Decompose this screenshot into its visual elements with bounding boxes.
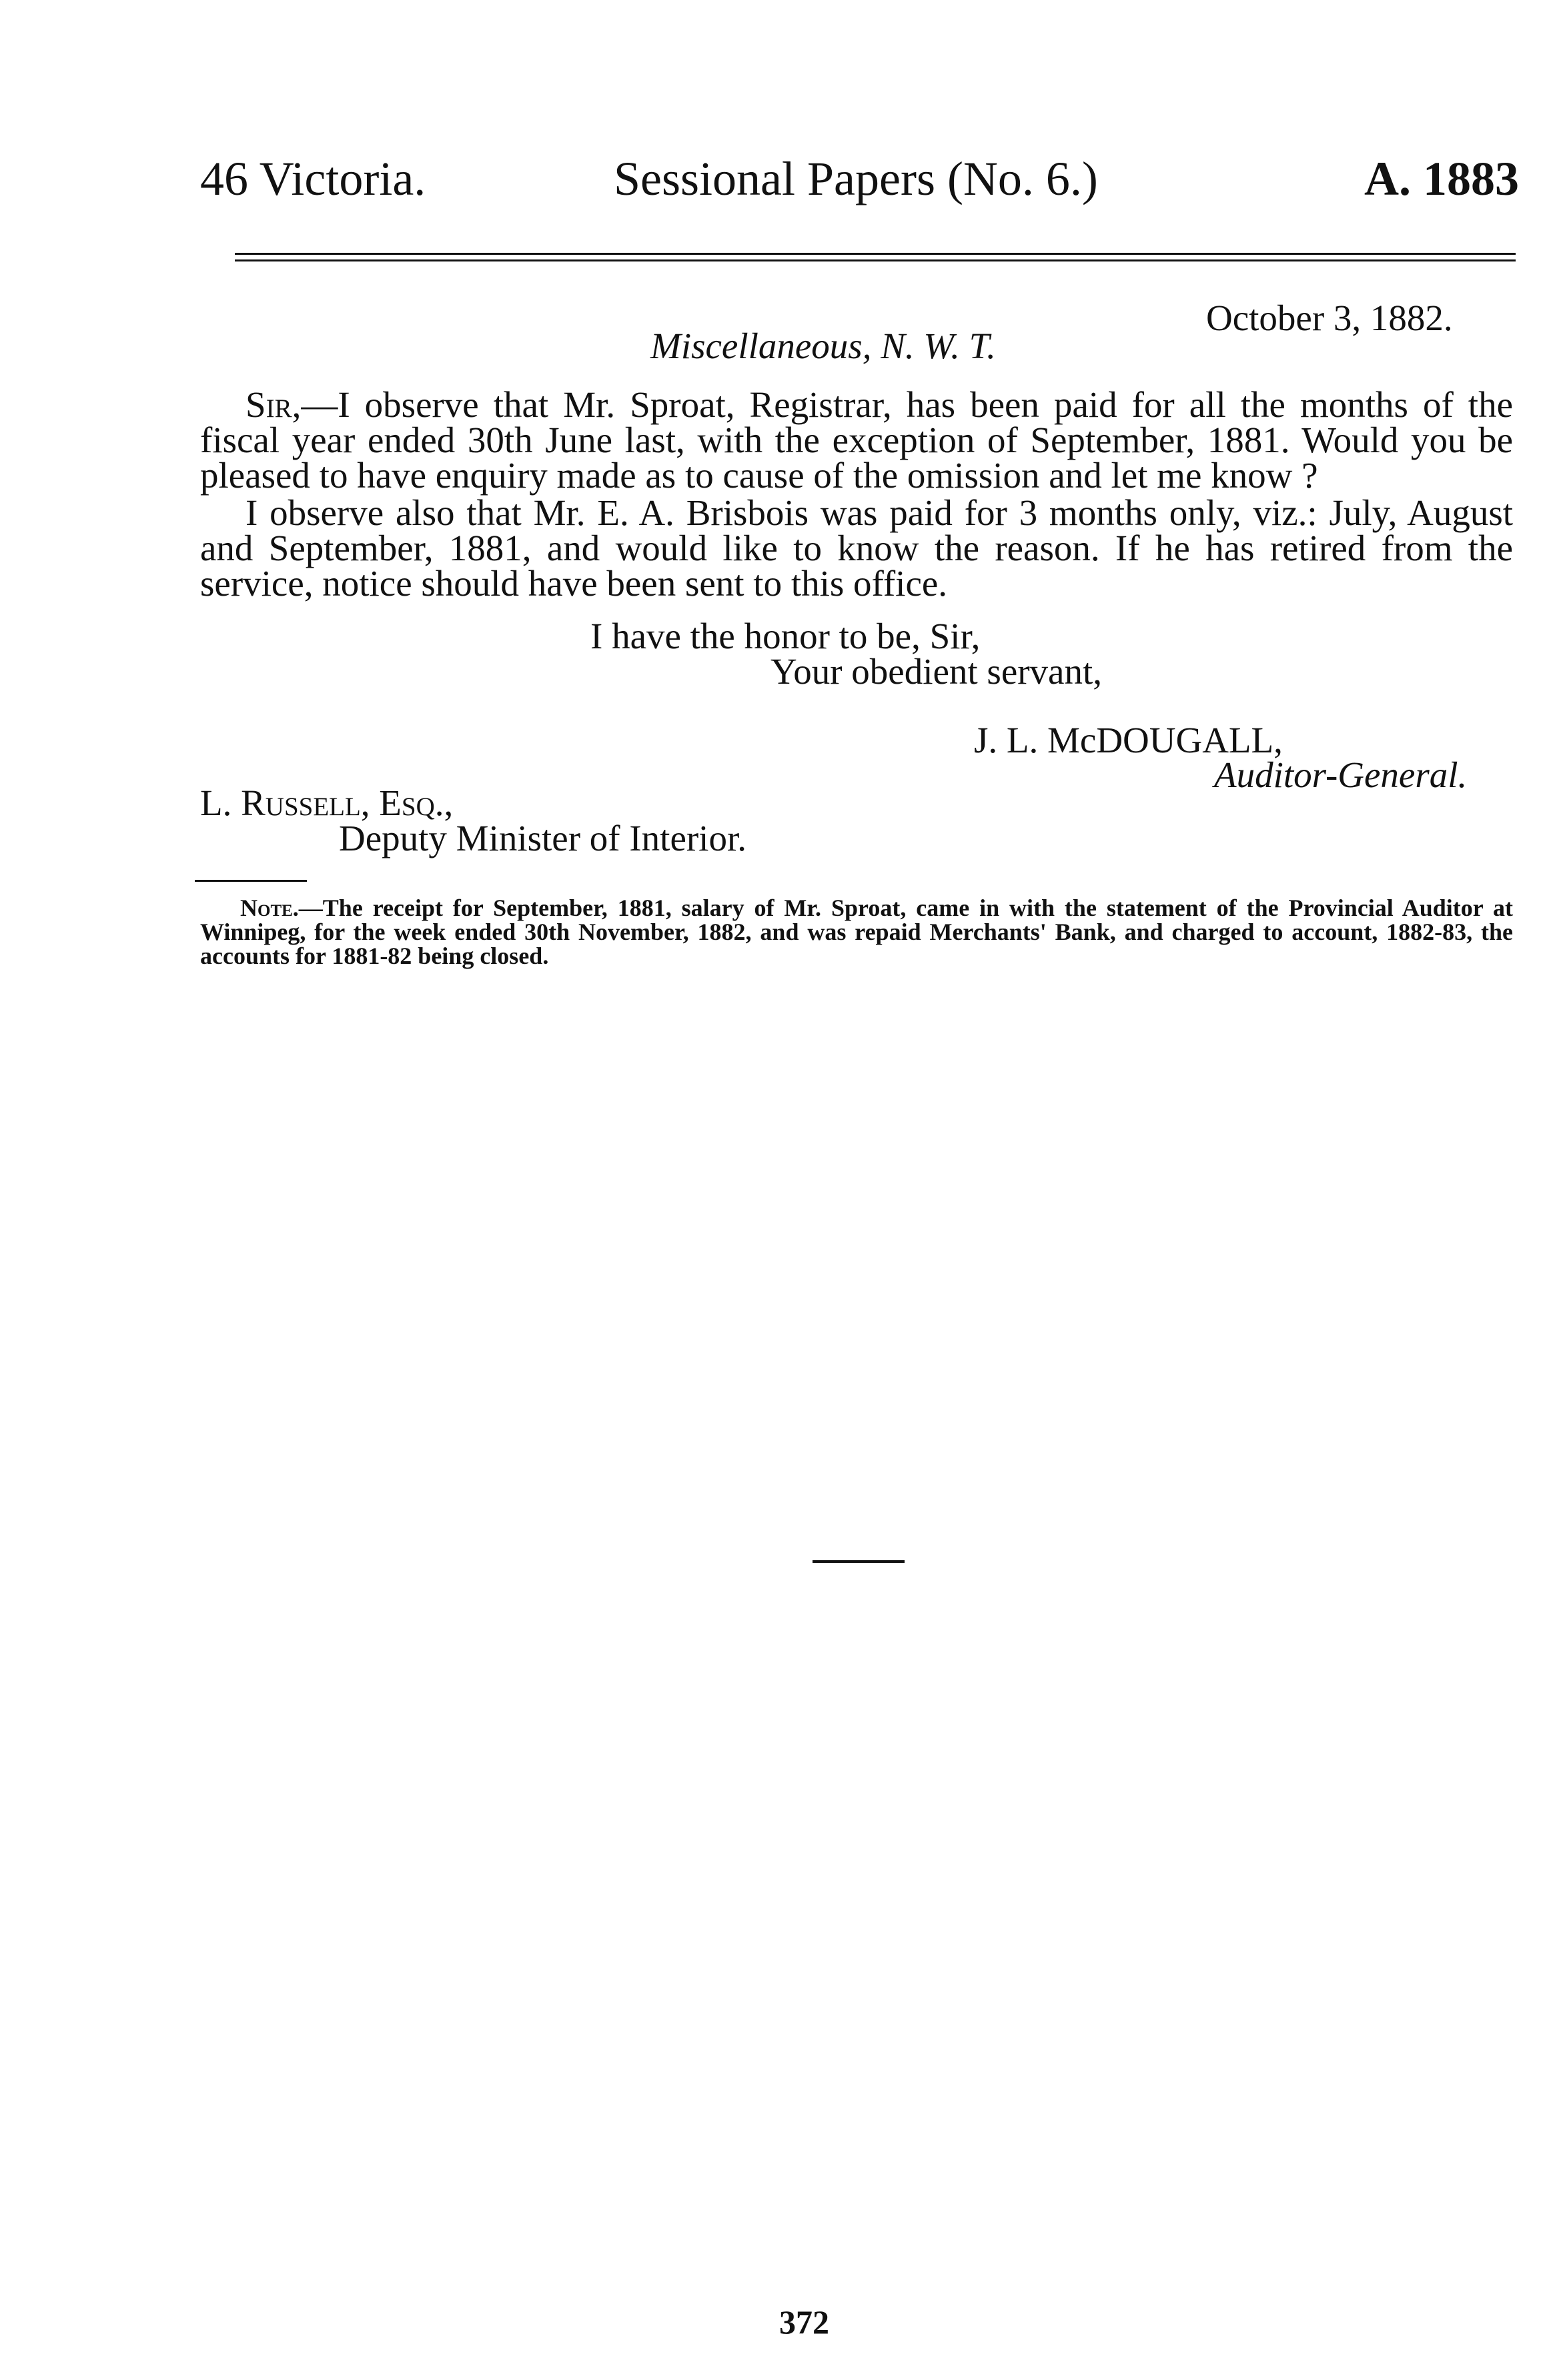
header-year: A. 1883 bbox=[1364, 152, 1519, 205]
note-label: Note. bbox=[240, 895, 299, 921]
addressee-name: L. Russell, Esq., bbox=[200, 782, 454, 823]
note-text: —The receipt for September, 1881, salary of Mr. Sproat, came in with the statement of the Provincial Auditor at Winnipeg, for the week ended 30th November, 1882, and was repaid Merchants' Bank, and charged to account, 1882-83, the accounts for 1881-82 being closed. bbox=[200, 895, 1513, 969]
header-title: Sessional Papers (No. 6.) bbox=[614, 152, 1098, 205]
header-session: 46 Victoria. bbox=[200, 152, 426, 205]
header-rule-bottom bbox=[235, 259, 1516, 261]
addressee-title: Deputy Minister of Interior. bbox=[339, 818, 746, 858]
note-divider bbox=[195, 880, 307, 882]
closing-line-2: Your obedient servant, bbox=[770, 651, 1102, 692]
salutation: Sir, bbox=[245, 384, 302, 425]
signer-title: Auditor-General. bbox=[1214, 754, 1468, 795]
signer-name: J. L. McDOUGALL, bbox=[974, 720, 1283, 760]
paragraph-1-text: —I observe that Mr. Sproat, Registrar, has been paid for all the months of the fiscal year ended 30th June last, with the exception of September, 1881. Would you be pleased to have enquiry made as to cause of the omission and let me know ? bbox=[200, 384, 1513, 496]
end-divider bbox=[813, 1560, 905, 1563]
closing-line-1: I have the honor to be, Sir, bbox=[590, 616, 981, 656]
footnote bbox=[200, 896, 1513, 968]
page-number: 372 bbox=[779, 2303, 829, 2341]
letter-paragraph-1 bbox=[200, 384, 1513, 496]
letter-paragraph-2: I observe also that Mr. E. A. Brisbois was paid for 3 months only, viz.: July, August and September, 1881, and would like to know the reason. If he has retired from the service, notice should have been sent to this office. bbox=[200, 492, 1513, 604]
header-rule-top bbox=[235, 253, 1516, 255]
letter-heading: Miscellaneous, N. W. T. bbox=[650, 326, 996, 366]
letter-date: October 3, 1882. bbox=[1206, 298, 1453, 338]
